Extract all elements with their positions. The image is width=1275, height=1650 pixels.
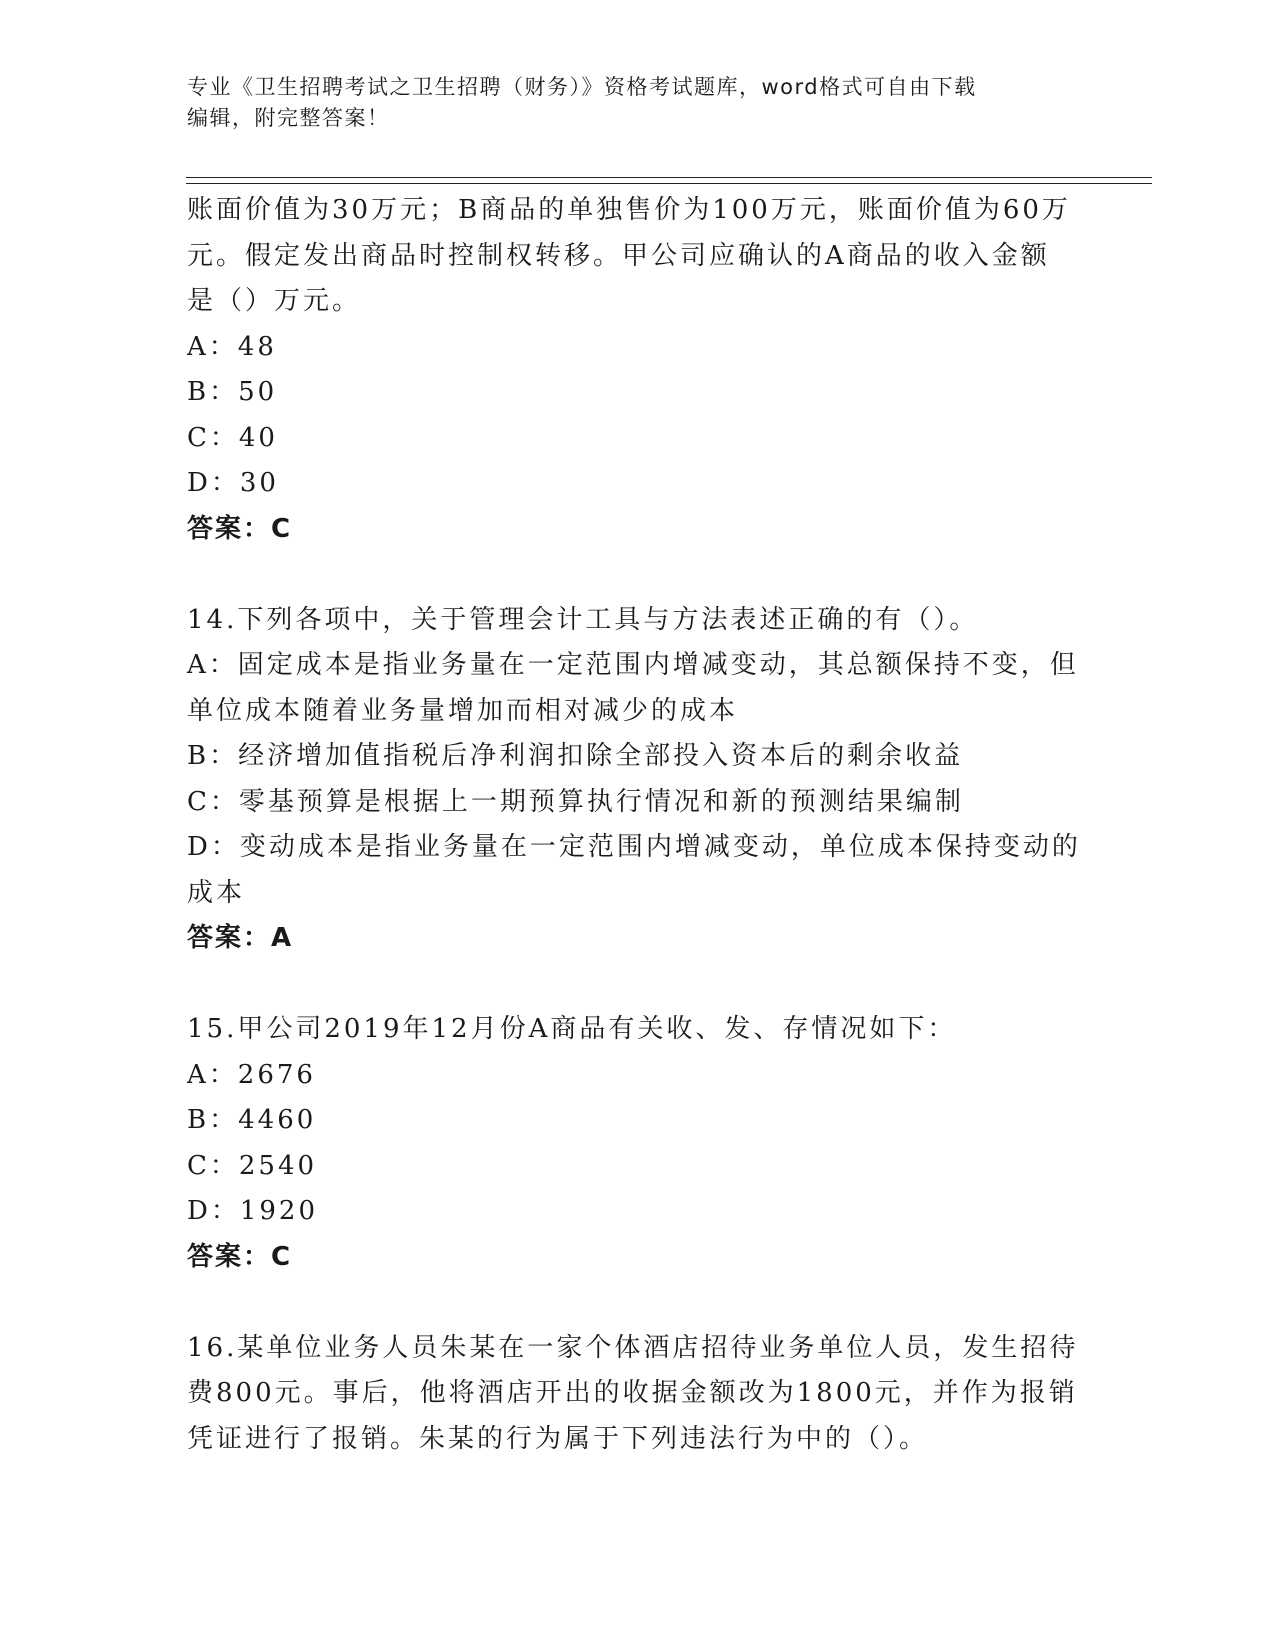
question-stem-line: 元。假定发出商品时控制权转移。甲公司应确认的A商品的收入金额 <box>187 240 1050 271</box>
header-divider-bottom <box>186 183 1152 184</box>
option-a: A：48 <box>187 331 277 362</box>
question-15 <box>187 1007 1077 1280</box>
option-a: A：固定成本是指业务量在一定范围内增减变动，其总额保持不变，但 <box>187 650 1079 680</box>
option-a-continued: 单位成本随着业务量增加而相对减少的成本 <box>187 695 739 726</box>
option-b: B：50 <box>187 377 278 407</box>
question-13 <box>187 188 1077 552</box>
option-c: C：40 <box>187 422 278 453</box>
option-d: D：30 <box>187 468 279 498</box>
answer-label: 答案：A <box>187 923 294 953</box>
header-line-1: 专业《卫生招聘考试之卫生招聘（财务）》资格考试题库，word格式可自由下载 <box>187 75 977 99</box>
question-stem-line: 是（）万元。 <box>187 286 362 316</box>
question-stem-line: 16.某单位业务人员朱某在一家个体酒店招待业务单位人员，发生招待 <box>187 1332 1079 1363</box>
document-header <box>187 72 1067 134</box>
header-divider-top <box>186 177 1152 178</box>
option-d-continued: 成本 <box>187 877 246 908</box>
option-d: D：变动成本是指业务量在一定范围内增减变动，单位成本保持变动的 <box>187 832 1081 862</box>
option-c: C：零基预算是根据上一期预算执行情况和新的预测结果编制 <box>187 786 964 817</box>
option-b: B：4460 <box>187 1105 317 1135</box>
option-c: C：2540 <box>187 1150 318 1181</box>
spacer <box>187 552 1077 598</box>
question-stem-line: 14.下列各项中，关于管理会计工具与方法表述正确的有（）。 <box>187 604 979 635</box>
question-14 <box>187 598 1081 962</box>
option-d: D：1920 <box>187 1196 319 1226</box>
question-stem-line: 15.甲公司2019年12月份A商品有关收、发、存情况如下： <box>187 1014 957 1044</box>
spacer <box>187 1280 1077 1326</box>
question-16 <box>187 1326 1077 1463</box>
question-stem-line: 账面价值为30万元；B商品的单独售价为100万元，账面价值为60万 <box>187 195 1071 225</box>
question-content <box>187 188 1081 1462</box>
question-stem-line: 凭证进行了报销。朱某的行为属于下列违法行为中的（）。 <box>187 1423 929 1454</box>
answer-label: 答案：C <box>187 513 293 544</box>
spacer <box>187 962 1077 1008</box>
question-stem-line: 费800元。事后，他将酒店开出的收据金额改为1800元，并作为报销 <box>187 1378 1078 1408</box>
header-line-2: 编辑，附完整答案！ <box>187 106 390 130</box>
option-b: B：经济增加值指税后净利润扣除全部投入资本后的剩余收益 <box>187 741 964 771</box>
answer-label: 答案：C <box>187 1241 293 1272</box>
option-a: A：2676 <box>187 1059 316 1090</box>
